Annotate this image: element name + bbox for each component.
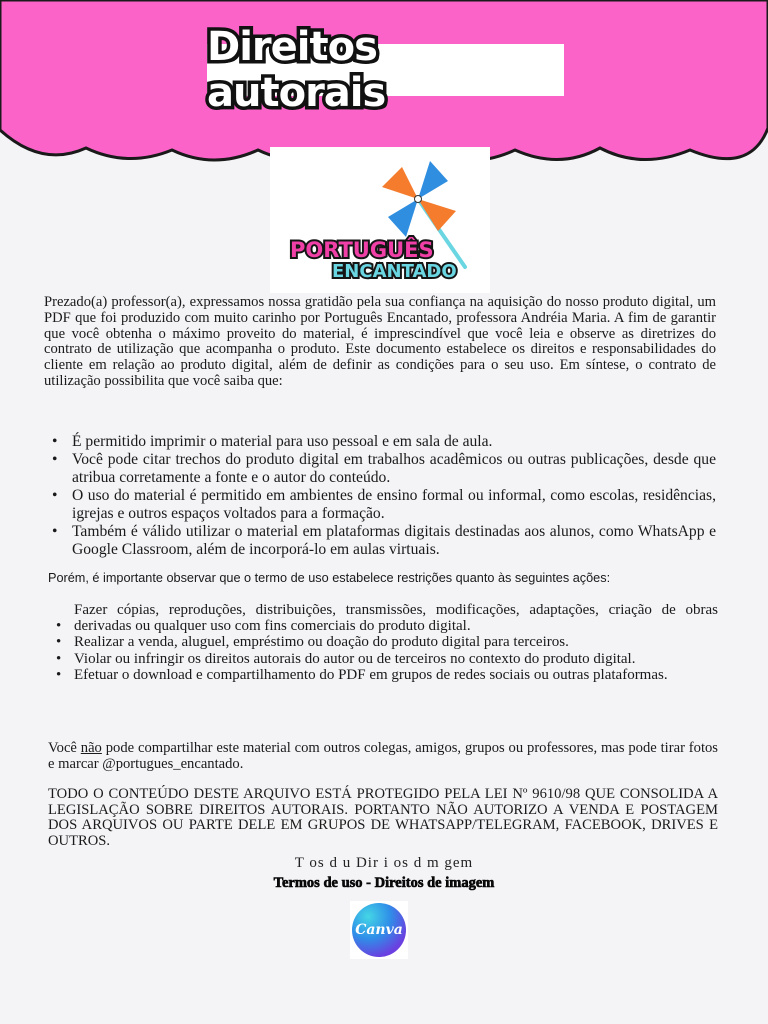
legal-notice: TODO O CONTEÚDO DESTE ARQUIVO ESTÁ PROTEGIDO PELA LEI Nº 9610/98 QUE CONSOLIDA A LEGISLAÇÃO SOBRE DIREITOS AUTORAIS. PORTANTO NÃO AUTORIZO A VENDA E POSTAGEM DOS ARQUIVOS OU PARTE DELE EM GRUPOS DE WHATSAPP/TELEGRAM, FACEBOOK, DRIVES E OUTROS.	[48, 786, 718, 849]
restrictions-list	[56, 602, 718, 683]
logo	[270, 147, 490, 293]
canva-logo	[350, 901, 408, 959]
canva-icon	[352, 903, 406, 957]
title-box	[207, 24, 564, 116]
intro-paragraph: Prezado(a) professor(a), expressamos nossa gratidão pela sua confiança na aquisição do nosso produto digital, um PDF que foi produzido com muito carinho por Português Encantado, professora Andréia Maria. A fim de garantir que você obtenha o máximo proveito do material, é imprescindível que você leia e observe as diretrizes do contrato de utilização que acompanha o produto. Este documento estabelece os direitos e responsabilidades do cliente em relação ao produto digital, além de definir as condições para o seu uso. Em síntese, o contrato de utilização possibilita que você saiba que:	[44, 294, 716, 389]
share-emphasis: não	[80, 740, 102, 756]
permitted-list	[52, 433, 716, 559]
list-item: • É permitido imprimir o material para uso pessoal e em sala de aula.	[52, 433, 716, 451]
page-title: Direitos autorais	[207, 24, 386, 116]
list-item: • Realizar a venda, aluguel, empréstimo ou doação do produto digital para terceiros.	[56, 634, 718, 650]
list-item: • O uso do material é permitido em ambientes de ensino formal ou informal, como escolas, residências, igrejas e outros espaços voltados para a formação.	[52, 487, 716, 523]
list-item: • Violar ou infringir os direitos autorais do autor ou de terceiros no contexto do produto digital.	[56, 651, 718, 667]
list-item: • Fazer cópias, reproduções, distribuições, transmissões, modificações, adaptações, criação de obras derivadas ou qualquer uso com fins comerciais do produto digital.	[56, 602, 718, 634]
terms-faint-heading: T os d u Dir i os d m gem	[294, 855, 474, 871]
share-paragraph	[48, 741, 718, 772]
canva-label: Canva	[355, 922, 403, 938]
logo-text-encantado: ENCANTADO	[332, 261, 457, 282]
restrictions-intro: Porém, é importante observar que o termo de uso estabelece restrições quanto às seguintes ações:	[48, 571, 611, 585]
share-text-after: pode compartilhar este material com outros colegas, amigos, grupos ou professores, mas pode tirar fotos e marcar @portugues_encantado.	[48, 740, 718, 772]
terms-heading: Termos de uso - Direitos de imagem	[273, 875, 495, 891]
logo-text-portugues: PORTUGUÊS	[290, 238, 434, 262]
share-text-before: Você	[48, 740, 81, 756]
list-item: • Efetuar o download e compartilhamento do PDF em grupos de redes sociais ou outras plataformas.	[56, 667, 718, 683]
list-item: • Você pode citar trechos do produto digital em trabalhos acadêmicos ou outras publicações, desde que atribua corretamente a fonte e o autor do conteúdo.	[52, 451, 716, 487]
list-item: • Também é válido utilizar o material em plataformas digitais destinadas aos alunos, como WhatsApp e Google Classroom, além de incorporá-lo em aulas virtuais.	[52, 523, 716, 559]
